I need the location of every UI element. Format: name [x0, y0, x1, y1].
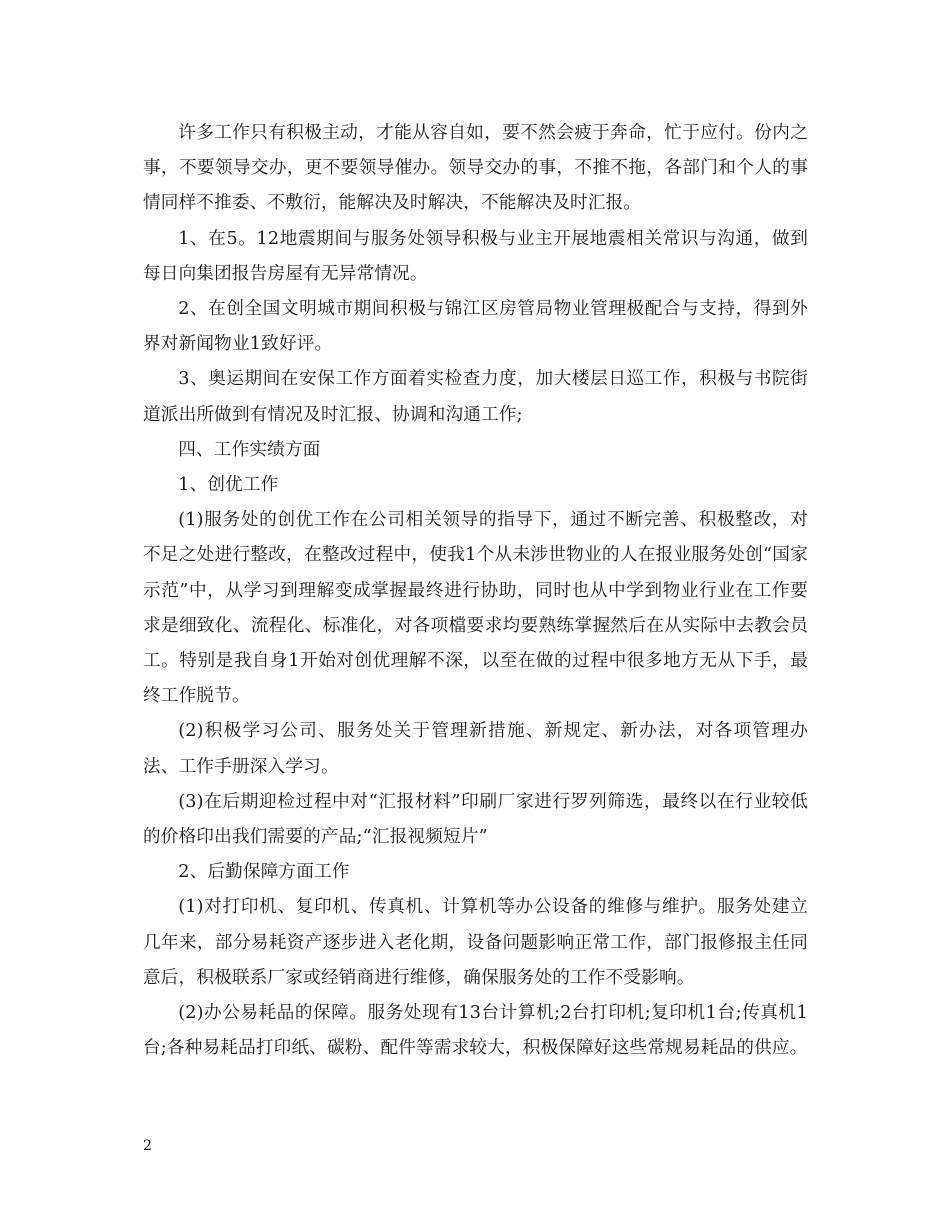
paragraph-excellence-2: (2)积极学习公司、服务处关于管理新措施、新规定、新办法，对各项管理办法、工作手册深入学习。: [143, 721, 808, 777]
paragraph-logistics-1: (1)对打印机、复印机、传真机、计算机等办公设备的维修与维护。服务处建立几年来，部分易耗资产逐步进入老化期，设备问题影响正常工作，部门报修报主任同意后，积极联系厂家或经销商进行维修，确保服务处的工作不受影响。: [143, 897, 808, 988]
paragraph-item-earthquake: 1、在5。12地震期间与服务处领导积极与业主开展地震相关常识与沟通，做到每日向集团报告房屋有无异常情况。: [143, 228, 808, 284]
section-heading-achievements: 四、工作实绩方面: [178, 439, 321, 460]
page-number: 2: [143, 1138, 152, 1154]
document-body: [143, 116, 808, 1066]
subsection-heading-logistics: 2、后勤保障方面工作: [178, 862, 350, 883]
paragraph-logistics-2: (2)办公易耗品的保障。服务处现有13台计算机;2台打印机;复印机1台;传真机1台;各种易耗品打印纸、碳粉、配件等需求较大，积极保障好这些常规易耗品的供应。: [143, 1003, 808, 1059]
paragraph-excellence-1: (1)服务处的创优工作在公司相关领导的指导下，通过不断完善、积极整改，对不足之处进行整改，在整改过程中，使我1个从未涉世物业的人在报业服务处创“国家示范”中，从学习到理解变成掌握最终进行协助，同时也从中学到物业行业在工作要求是细致化、流程化、标准化，对各项檔要求均要熟练掌握然后在从实际中去教会员工。特别是我自身1开始对创优理解不深，以至在做的过程中很多地方无从下手，最终工作脱节。: [143, 510, 808, 707]
paragraph-excellence-3: (3)在后期迎检过程中对“汇报材料”印刷厂家进行罗列筛选，最终以在行业较低的价格印出我们需要的产品;“汇报视频短片”: [143, 791, 808, 848]
paragraph-item-civilized-city: 2、在创全国文明城市期间积极与锦江区房管局物业管理极配合与支持，得到外界对新闻物业1致好评。: [143, 299, 808, 355]
paragraph-intro: 许多工作只有积极主动，才能从容自如，要不然会疲于奔命，忙于应付。份内之事，不要领导交办，更不要领导催办。领导交办的事，不推不拖，各部门和个人的事情同样不推委、不敷衍，能解决及时解决，不能解决及时汇报。: [143, 123, 808, 214]
subsection-heading-excellence: 1、创优工作: [178, 475, 279, 496]
paragraph-item-olympics: 3、奥运期间在安保工作方面着实检查力度，加大楼层日巡工作，积极与书院街道派出所做到有情况及时汇报、协调和沟通工作;: [143, 369, 808, 425]
